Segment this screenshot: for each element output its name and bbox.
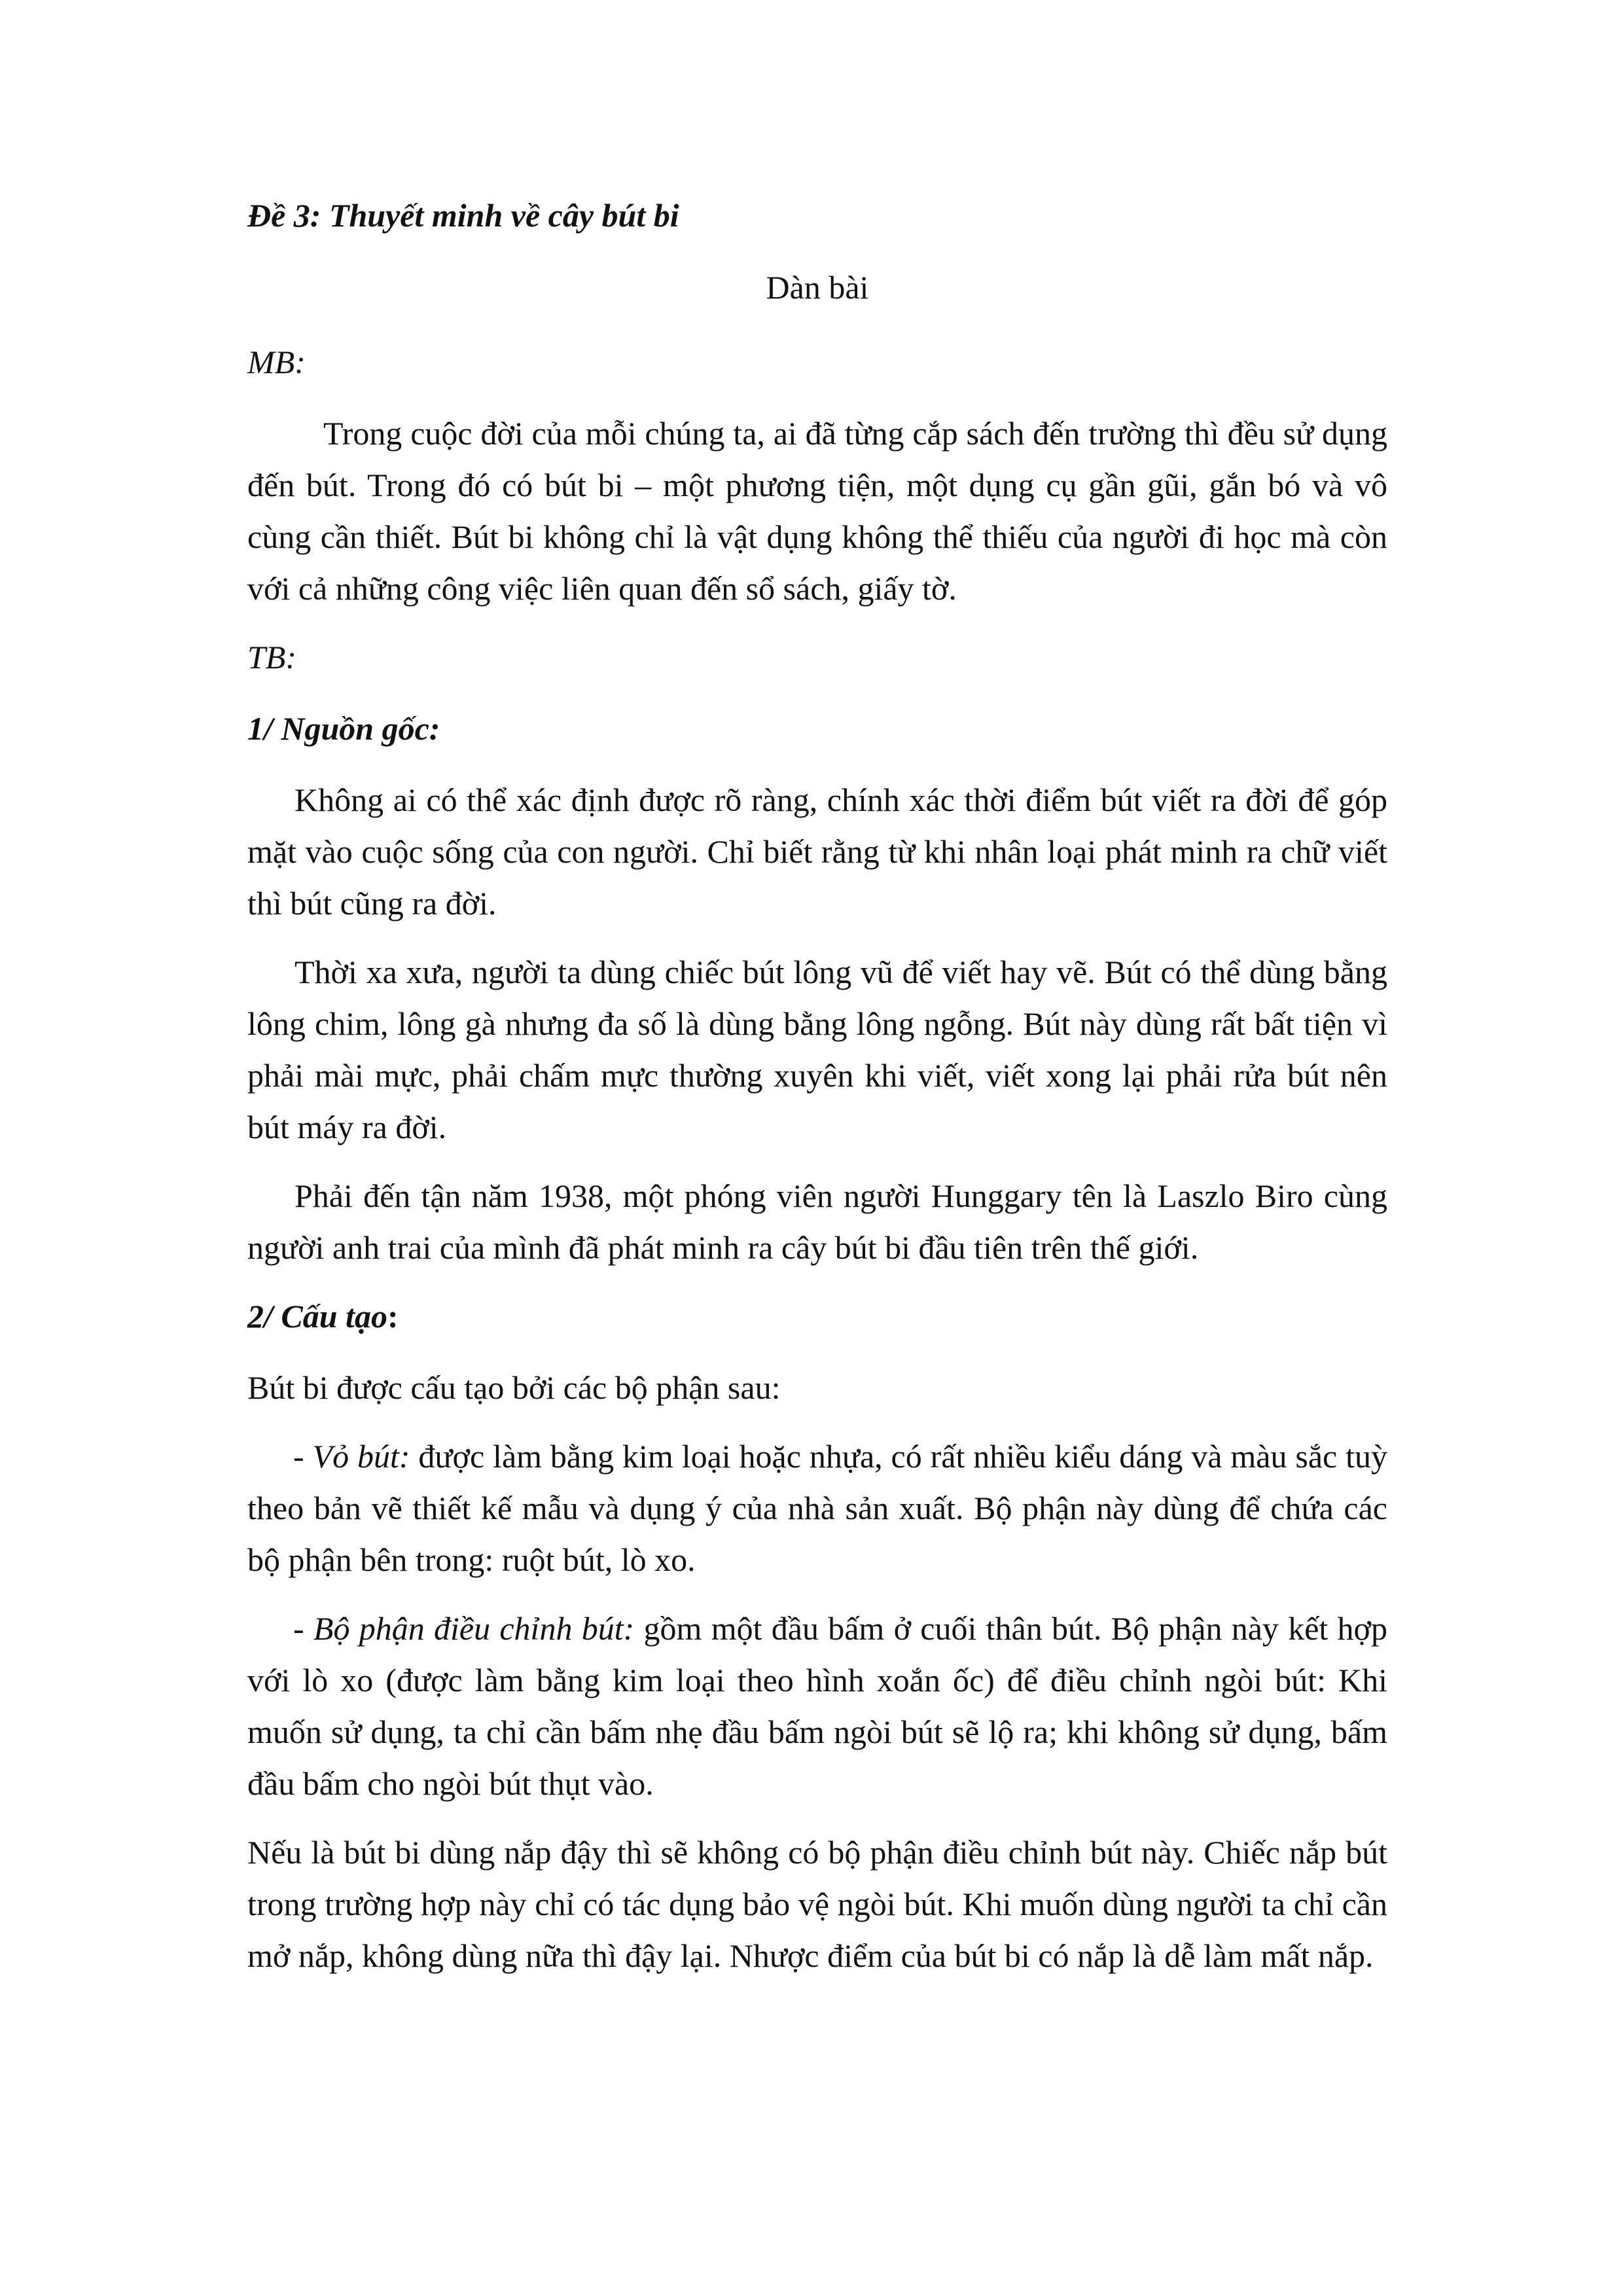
structure-intro: Bút bi được cấu tạo bởi các bộ phận sau: [247, 1369, 781, 1406]
structure-heading-colon: : [387, 1298, 399, 1335]
structure-heading-text: 2/ Cấu tạo [247, 1298, 387, 1335]
origin-paragraph-2: Thời xa xưa, người ta dùng chiếc bút lông vũ để viết hay vẽ. Bút có thể dùng bằng lông chim, lông gà nhưng đa số là dùng bằng lông ngỗng. Bút này dùng rất bất tiện vì phải mài mực, phải chấm mực thường xuyên khi viết, viết xong lại phải rửa bút nên bút máy ra đời. [247, 954, 1387, 1145]
mb-label: MB: [247, 344, 306, 380]
intro-paragraph: Trong cuộc đời của mỗi chúng ta, ai đã từng cắp sách đến trường thì đều sử dụng đến bút. Trong đó có bút bi – một phương tiện, một dụng cụ gần gũi, gắn bó và vô cùng cần thiết. Bút bi không chỉ là vật dụng không thể thiếu của người đi học mà còn với cả những công việc liên quan đến sổ sách, giấy tờ. [247, 415, 1387, 607]
section-heading-structure [247, 1291, 1387, 1342]
pen-body-prefix: - [293, 1438, 313, 1475]
document-subtitle: Dàn bài [766, 269, 869, 306]
structure-item-pen-body [247, 1431, 1387, 1586]
structure-item-adjuster [247, 1603, 1387, 1810]
document-title: Đề 3: Thuyết minh về cây bút bi [247, 197, 679, 234]
origin-paragraph-1: Không ai có thể xác định được rõ ràng, chính xác thời điểm bút viết ra đời để góp mặt vào cuộc sống của con người. Chỉ biết rằng từ khi nhân loại phát minh ra chữ viết thì bút cũng ra đời. [247, 781, 1387, 922]
tb-label: TB: [247, 639, 296, 675]
pen-body-term: Vỏ bút: [312, 1438, 410, 1475]
section-heading-origin: 1/ Nguồn gốc: [247, 710, 440, 747]
adjuster-term: Bộ phận điều chỉnh bút: [313, 1610, 635, 1647]
adjuster-prefix: - [293, 1610, 313, 1647]
pen-body-text: được làm bằng kim loại hoặc nhựa, có rất nhiều kiểu dáng và màu sắc tuỳ theo bản vẽ thiết kế mẫu và dụng ý của nhà sản xuất. Bộ phận này dùng để chứa các bộ phận bên trong: ruột bút, lò xo. [247, 1438, 1387, 1578]
structure-closing: Nếu là bút bi dùng nắp đậy thì sẽ không có bộ phận điều chỉnh bút này. Chiếc nắp bút trong trường hợp này chỉ có tác dụng bảo vệ ngòi bút. Khi muốn dùng người ta chỉ cần mở nắp, không dùng nữa thì đậy lại. Nhược điểm của bút bi có nắp là dễ làm mất nắp. [247, 1834, 1387, 1974]
origin-paragraph-3: Phải đến tận năm 1938, một phóng viên người Hunggary tên là Laszlo Biro cùng người anh trai của mình đã phát minh ra cây bút bi đầu tiên trên thế giới. [247, 1177, 1387, 1266]
adjuster-text: gồm một đầu bấm ở cuối thân bút. Bộ phận này kết hợp với lò xo (được làm bằng kim loại theo hình xoắn ốc) để điều chỉnh ngòi bút: Khi muốn sử dụng, ta chỉ cần bấm nhẹ đầu bấm ngòi bút sẽ lộ ra; khi không sử dụng, bấm đầu bấm cho ngòi bút thụt vào. [247, 1610, 1387, 1802]
document-body [247, 190, 1387, 1999]
